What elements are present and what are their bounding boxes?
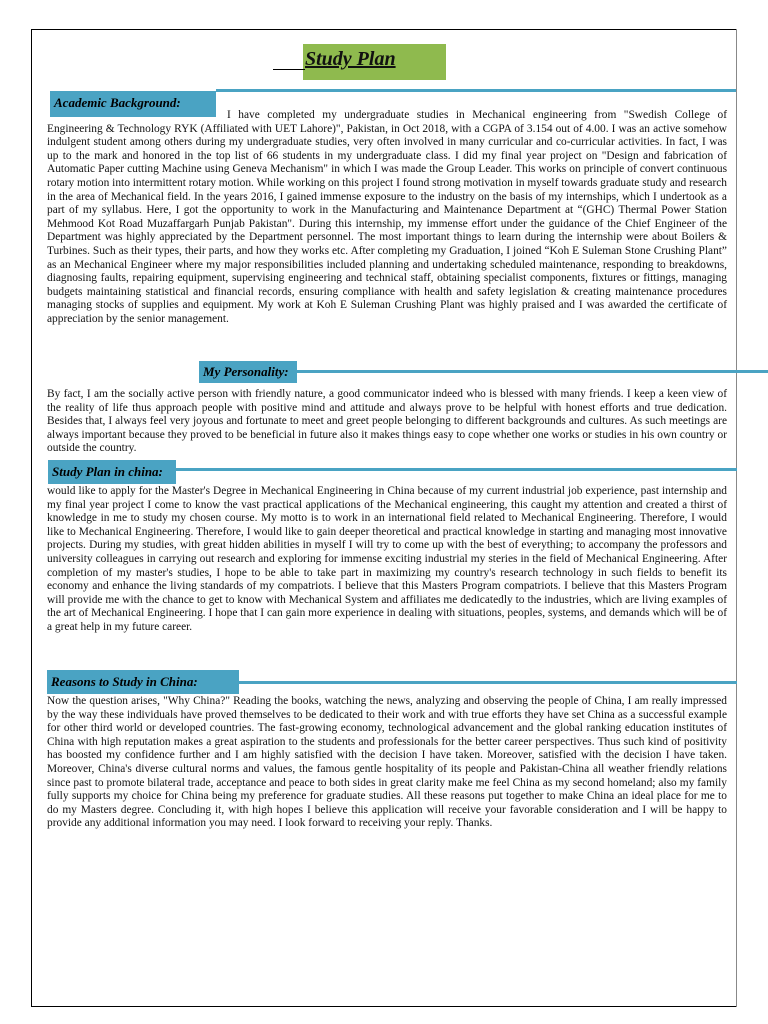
personality-heading-rule (297, 370, 768, 373)
study-plan-heading-rule (176, 468, 737, 471)
academic-heading-rule (216, 89, 736, 92)
page-title: Study Plan (305, 48, 396, 70)
study-plan-heading: Study Plan in china: (48, 460, 176, 484)
page-right-edge (736, 29, 737, 1007)
academic-paragraph: I have completed my undergraduate studies in Mechanical engineering from "Swedish College of Engineering & Technology RYK (Affiliated with UET Lahore)", Pakistan, in Oct 2018, with a CGPA of 3.154 out of 4.00. I was an active somehow indulgent student among others during my undergraduate studies, very often involved in many curricular and co-curricular activities. In fact, I was up to the mark and honored in the top list of 66 students in my undergraduate class. I did my final year project on "Design and fabrication of Automatic Paper cutting Machine using Geneva Mechanism" in which I was made the Group Leader. This works on principle of convert continuous rotary motion into intermittent rotary motion. While working on this project I found strong motivation in myself towards graduate study and research in the area of Mechanical field. In the years 2016, I gained immense exposure to the industry on the basis of my internships, which I undertook as a part of my syllabus. Here, I got the opportunity to work in the Manufacturing and Maintenance Department at “(GHC) Thermal Power Station Mehmood Kot Road Muzaffargarh Punjab Pakistan". During this internship, my immense effort under the guidance of the Chief Engineer of the Department was highly appreciated by the Department personnel. The most important things to learn during the internship were about Boilers & Turbines. Such as their types, their parts, and how they works etc. After completing my Graduation, I joined “Koh E Suleman Stone Crushing Plant” as an Mechanical Engineer where my major responsibilities included planning and undertaking scheduled maintenance, responding to breakdowns, diagnosing faults, repairing equipment, supervising engineering and technical staff, obtaining specialist components, fixtures or fittings, managing budgets maintaining statistical and financial records, ensuring compliance with health and safety legislation & creating maintenance procedures managing stocks of supplies and equipment. My work at Koh E Suleman Crushing Plant was highly praised and I was awarded the certificate of appreciation by the senior management. (47, 109, 727, 325)
title-underline-lead (273, 69, 305, 70)
personality-paragraph: By fact, I am the socially active person with friendly nature, a good communicator indeed who is blessed with many friends. I keep a keen view of the reality of life thus approach people with positive mind and attitude and always prove to be helpful with honest efforts and true dedication. Besides that, I always feel very joyous and fortunate to meet and greet people belonging to different backgrounds and cultures. As such meetings are always important because they proved to be beneficial in future also it makes things easy to cope whether one works or studies in his own country or outside the country. (47, 388, 727, 455)
reasons-heading: Reasons to Study in China: (47, 670, 239, 694)
reasons-paragraph: Now the question arises, "Why China?" Reading the books, watching the news, analyzing and observing the people of China, I am really impressed by the way these individuals have proved themselves to be dedicated to their work and with true efforts they have set China as a successful example for other third world or developed countries. The fast-growing economy, technological advancement and the global ranking education institutes of China with high reputation makes a great aspiration to the students and professionals for the better career perspectives. Thus such kind of positivity has boosted my confidence further and I am highly satisfied with the decision I have taken. Moreover, satisfied with the decision I have taken. Moreover, China's diverse cultural norms and values, the famous gentle hospitality of its people and Pakistan-China all weather friendly relations since past to promote bilateral trade, acceptance and peace to both sides in great clarity make me feel China as my second homeland; also my family fully supports my choice for China being my preference for graduate studies. All these reasons put together to make China an ideal place for me to do my Masters degree. Concluding it, with high hopes I believe this application will receive your favorable consideration and I will be happy to provide any additional information you may need. I look forward to receiving your reply. Thanks. (47, 695, 727, 830)
personality-heading: My Personality: (199, 361, 297, 383)
academic-heading: Academic Background: (50, 91, 216, 117)
study-plan-paragraph: would like to apply for the Master's Degree in Mechanical Engineering in China because of my current industrial job experience, past internship and my final year project I come to know the vast practical applications of the Mechanical engineering, this caught my attention and created a thirst of knowledge in me to study my chosen course. My motto is to work in an international field related to Mechanical Engineering. Therefore, I would like to Mechanical Engineering. Therefore, I would like to gain deeper theoretical and practical knowledge in starting and managing most innovative projects. During my studies, with great hidden abilities in myself I will try to come up with the best of everything; to accompany the professors and university colleagues in carrying out research and exploring for immense exciting industrial my steries in the field of Mechanical Engineering. After completion of my master's studies, I hope to be able to take part in maximizing my country's research technology in such fields to benefit its economy and enhance the living standards of my compatriots. I believe that this Masters Program compatriots. I believe that this Masters Program will provide me with the chance to get to know with Mechanical System and affiliates me dedicatedly to the industries, which are living examples of the art of Mechanical Engineering. I hope that I can gain more experience in dealing with situations, peoples, systems, and demands which will be of a great help in my future career. (47, 485, 727, 633)
reasons-heading-rule (239, 681, 737, 684)
